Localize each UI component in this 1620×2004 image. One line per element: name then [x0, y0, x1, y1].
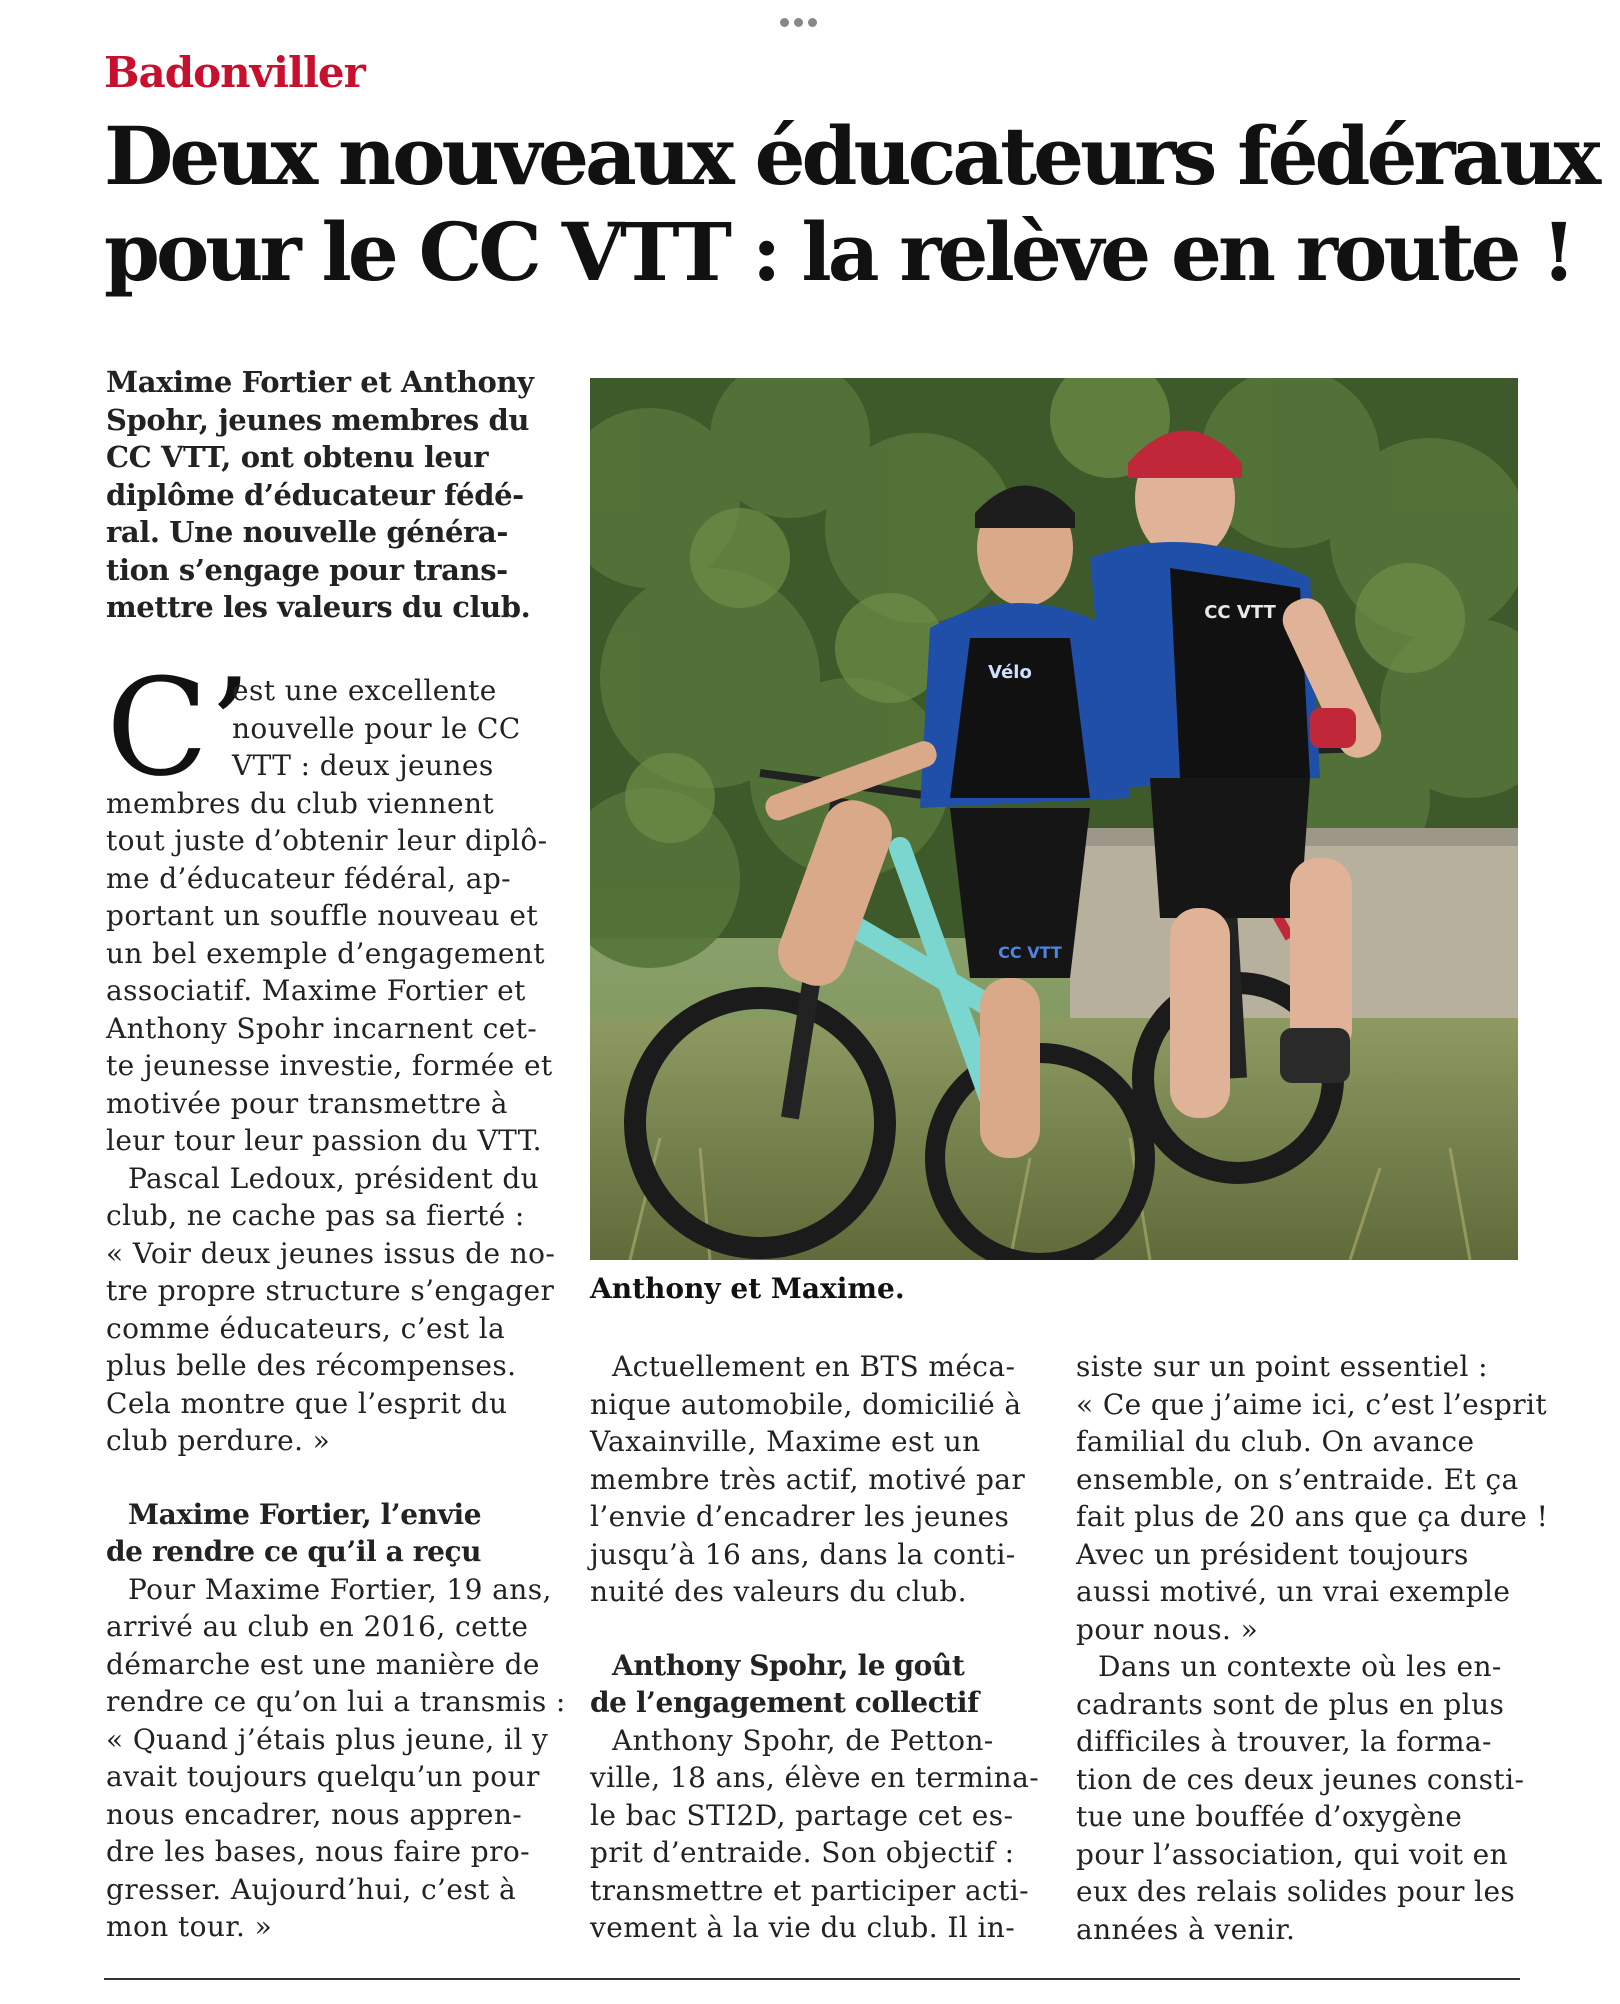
- body-line: gresser. Aujourd’hui, c’est à: [106, 1872, 517, 1906]
- article-body-column-3: [1076, 1348, 1549, 1948]
- lead-line: Spohr, jeunes membres du: [106, 402, 530, 437]
- body-line: rendre ce qu’on lui a transmis :: [106, 1685, 566, 1718]
- body-line: pour nous. »: [1076, 1612, 1259, 1646]
- body-line: tre propre structure s’engager: [106, 1274, 555, 1307]
- lead-line: CC VTT, ont obtenu leur: [106, 440, 489, 474]
- article-body-column-1: [106, 672, 566, 1946]
- body-line: est une excellente: [232, 674, 497, 707]
- section-subhead: de l’engagement collectif: [590, 1686, 979, 1719]
- body-line: le bac STI2D, partage cet es-: [590, 1798, 1014, 1832]
- lead-line: Maxime Fortier et Anthony: [106, 365, 534, 399]
- body-line: familial du club. On avance: [1076, 1425, 1475, 1458]
- body-line: plus belle des récompenses.: [106, 1349, 517, 1382]
- body-line: cadrants sont de plus en plus: [1076, 1687, 1505, 1721]
- body-line: pour l’association, qui voit en: [1076, 1837, 1509, 1871]
- body-line: club perdure. »: [106, 1424, 331, 1457]
- body-line: nuité des valeurs du club.: [590, 1575, 967, 1608]
- lead-line: mettre les valeurs du club.: [106, 590, 531, 624]
- body-line: nique automobile, domicilié à: [590, 1387, 1022, 1421]
- body-line: Anthony Spohr, de Petton-: [612, 1723, 994, 1757]
- body-line: VTT : deux jeunes: [232, 749, 494, 782]
- article-kicker: Badonviller: [104, 48, 365, 97]
- jersey-text-right: CC VTT: [1204, 602, 1276, 623]
- more-options-icon[interactable]: [780, 12, 840, 26]
- headline-line: Deux nouveaux éducateurs fédéraux: [104, 109, 1598, 203]
- body-line: « Ce que j’aime ici, c’est l’esprit: [1076, 1387, 1547, 1421]
- lead-line: tion s’engage pour trans-: [106, 552, 508, 587]
- body-line: transmettre et participer acti-: [590, 1873, 1030, 1907]
- drop-cap: C’: [106, 650, 252, 806]
- bottom-rule: [104, 1978, 1520, 1980]
- body-line: « Quand j’étais plus jeune, il y: [106, 1722, 549, 1756]
- body-line: tue une bouffée d’oxygène: [1076, 1800, 1463, 1833]
- body-line: siste sur un point essentiel :: [1076, 1350, 1488, 1383]
- body-line: nous encadrer, nous appren-: [106, 1797, 523, 1831]
- body-line: associatif. Maxime Fortier et: [106, 974, 526, 1007]
- body-line: te jeunesse investie, formée et: [106, 1049, 553, 1082]
- body-line: tout juste d’obtenir leur diplô-: [106, 824, 548, 857]
- body-line: Vaxainville, Maxime est un: [590, 1425, 981, 1458]
- article-lead: [106, 364, 556, 627]
- body-line: vement à la vie du club. Il in-: [590, 1911, 1016, 1944]
- lead-line: diplôme d’éducateur fédé-: [106, 477, 524, 512]
- section-subhead: Anthony Spohr, le goût: [612, 1648, 965, 1682]
- article-headline: [104, 108, 1598, 300]
- body-line: Avec un président toujours: [1076, 1537, 1469, 1571]
- shorts-text: CC VTT: [998, 943, 1062, 962]
- body-line: Pascal Ledoux, président du: [128, 1161, 540, 1195]
- body-line: l’envie d’encadrer les jeunes: [590, 1500, 1010, 1533]
- body-line: membre très actif, motivé par: [590, 1462, 1026, 1496]
- body-line: eux des relais solides pour les: [1076, 1875, 1516, 1908]
- section-subhead: Maxime Fortier, l’envie: [128, 1497, 482, 1531]
- body-line: « Voir deux jeunes issus de no-: [106, 1236, 556, 1270]
- body-line: un bel exemple d’engagement: [106, 936, 545, 970]
- body-line: tion de ces deux jeunes consti-: [1076, 1762, 1525, 1796]
- body-line: difficiles à trouver, la forma-: [1076, 1725, 1492, 1758]
- section-subhead: de rendre ce qu’il a reçu: [106, 1535, 482, 1568]
- jersey-text-left: Vélo: [988, 662, 1032, 683]
- body-line: Pour Maxime Fortier, 19 ans,: [128, 1572, 552, 1606]
- body-line: mon tour. »: [106, 1910, 273, 1943]
- body-line: dre les bases, nous faire pro-: [106, 1835, 530, 1868]
- body-line: arrivé au club en 2016, cette: [106, 1610, 529, 1643]
- article-photo: [590, 378, 1518, 1260]
- body-line: aussi motivé, un vrai exemple: [1076, 1575, 1511, 1608]
- headline-line: pour le CC VTT : la relève en route !: [104, 205, 1573, 299]
- body-line: fait plus de 20 ans que ça dure !: [1076, 1500, 1549, 1533]
- body-line: démarche est une manière de: [106, 1647, 540, 1681]
- body-line: Cela montre que l’esprit du: [106, 1386, 508, 1420]
- body-line: Actuellement en BTS méca-: [612, 1350, 1016, 1383]
- body-line: me d’éducateur fédéral, ap-: [106, 861, 512, 895]
- article-body-column-2: [590, 1348, 1040, 1947]
- body-line: ville, 18 ans, élève en termina-: [590, 1761, 1040, 1794]
- body-line: années à venir.: [1076, 1912, 1296, 1946]
- body-line: nouvelle pour le CC: [232, 711, 521, 745]
- lead-line: ral. Une nouvelle généra-: [106, 515, 508, 549]
- cyclists-photo-illustration: [590, 378, 1518, 1260]
- photo-caption: Anthony et Maxime.: [590, 1272, 905, 1305]
- body-line: prit d’entraide. Son objectif :: [590, 1836, 1015, 1869]
- body-line: portant un souffle nouveau et: [106, 899, 539, 932]
- body-line: motivée pour transmettre à: [106, 1086, 508, 1120]
- body-line: comme éducateurs, c’est la: [106, 1311, 506, 1345]
- body-line: avait toujours quelqu’un pour: [106, 1760, 540, 1793]
- body-line: jusqu’à 16 ans, dans la conti-: [590, 1537, 1016, 1571]
- body-line: membres du club viennent: [106, 786, 495, 820]
- body-line: ensemble, on s’entraide. Et ça: [1076, 1462, 1519, 1496]
- body-line: club, ne cache pas sa fierté :: [106, 1199, 525, 1232]
- body-line: Anthony Spohr incarnent cet-: [106, 1011, 538, 1045]
- body-line: Dans un contexte où les en-: [1098, 1650, 1502, 1683]
- body-line: leur tour leur passion du VTT.: [106, 1124, 542, 1157]
